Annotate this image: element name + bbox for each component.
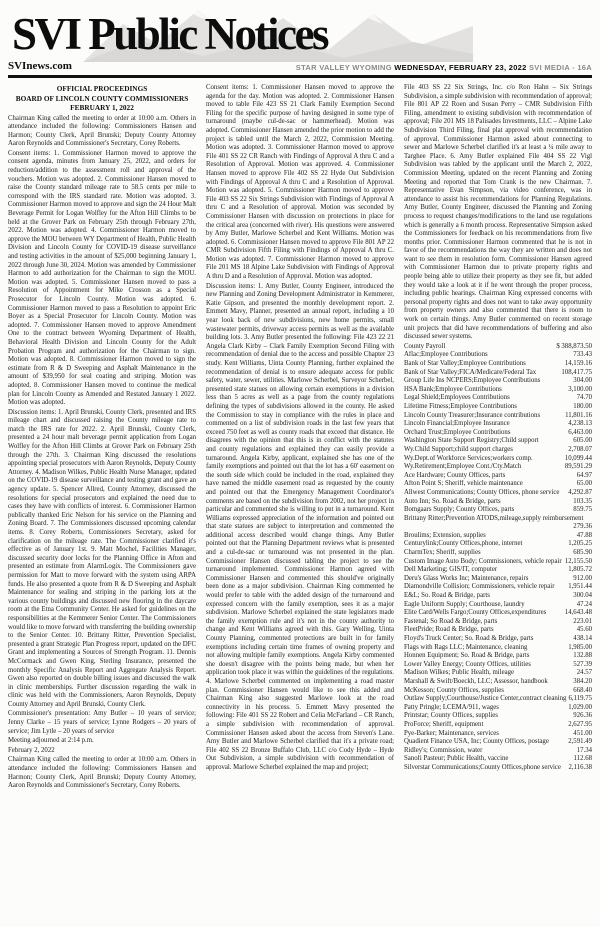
ledger-row (404, 540, 592, 549)
ledger-payee: Aflac;Employee Contributions (404, 351, 488, 359)
ledger-payee: ProForce; Sheriff, equipment (404, 720, 484, 728)
ledger-amount: 4,238.13 (568, 420, 592, 428)
ledger-row (404, 644, 592, 653)
ledger-amount: 300.04 (573, 592, 592, 600)
ledger-amount: 12,155.50 (564, 557, 592, 565)
ledger-payee: E&L; So. Road & Bridge, parts (404, 592, 490, 600)
ledger-payee: McKesson; County Offices, supplies (404, 686, 504, 694)
ledger-payee: Marshall & Swift/Boeckh, LLC; Assessor, handbook (404, 677, 548, 685)
ledger-row (404, 626, 592, 635)
ledger-row (404, 351, 592, 360)
ledger-amount: 605.00 (573, 437, 592, 445)
ledger-amount: 2,627.95 (568, 720, 592, 728)
columns (8, 84, 592, 792)
masthead (8, 0, 592, 62)
paragraph: Consent items: 1. Commissioner Hansen moved to approve the agenda for the day. Motion was adopted. 2. Commissioner Hansen moved to table File 423 SS 21 Clark Family Exemption Second Filing for the specific purpose of having designed in some type of turnaround (maybe cul-de-sac or hammerhead). Motion was adopted. Commissioner Hansen amended the prior motion to add the project is tabled until the March 2, 2022, Commission Meeting. Motion was adopted. 3. Commissioner Harmon moved to approve File 401 SS 22 CR Ranch with Findings of Approval A thru C and a Resolution of Approval. Motion was approved. 4. Commissioner Hansen moved to approve File 402 SS 22 Hyde Out Subdivision with Findings of Approval A thru C and a Resolution of Approval. Motion was adopted. 5. Commissioner Harmon moved to approve File 403 SS 22 Six Strings Subdivision with Findings of Approval A thru C and a Resolution of approval. Motion was seconded by Commissioner Hansen with discussion on protections in place for the critical area (concerned with river). His questions were answered by Amy Butler, Marlowe Scherbel and Kent Williams. Motion was adopted. 6. Commissioner Hansen moved to approve File 801 AP 22 CMR Subdivision Fifth Filing with Findings of Approval A thru C. Motion was adopted. 7. Commissioner Harmon moved to approve File 201 MS 18 Alpine Lake Subdivision with Findings of Approval A thru D and a Resolution of Approval. Motion was adopted. (206, 84, 394, 281)
ledger-payee: Washington State Support Registry;Child support (404, 437, 539, 445)
ledger-amount: 64.97 (576, 471, 592, 479)
ledger-payee: Floyd's Truck Center; So. Road & Bridge, parts (404, 635, 534, 642)
ledger-payee: Deru's Glass Works Inc; Maintenance, repairs (404, 574, 529, 582)
ledger-amount: 65.00 (576, 480, 592, 488)
ledger-row (404, 446, 592, 455)
ledger-row (404, 506, 592, 515)
ledger-row (404, 558, 592, 567)
ledger-payee: Lincoln County Treasurer;Insurance contributions (404, 411, 541, 419)
ledger-row (404, 463, 592, 472)
ledger-row (404, 730, 592, 739)
ledger-row (404, 618, 592, 627)
ledger-amount: 45.60 (576, 626, 592, 634)
ledger-amount: 733.43 (573, 351, 592, 359)
ledger-amount: 2,591.49 (568, 738, 592, 746)
ledger-amount: 89,591.29 (564, 463, 592, 471)
ledger-row (404, 678, 592, 687)
ledger-payee: Fastenal; So Road & Bridge, parts (404, 617, 498, 625)
ledger-payee: Eagle Uniform Supply; Courthouse, laundry (404, 600, 525, 608)
dateline (296, 63, 592, 72)
column-3-body (404, 84, 592, 342)
payroll-ledger (404, 343, 592, 773)
notice-heading-1: OFFICIAL PROCEEDINGS (56, 84, 148, 93)
paragraph: Consent items: 1. Commissioner Harmon moved to approve the consent agenda, minutes from January 25, 2022, and orders for reduction/addition to the assessment roll and approval of the vouchers. Motion was adopted. 2. Commissioner Hansen moved to raise the County standard mileage rate to 58.5 cents per mile to correspond with the IRS standard rate. Motion was adopted. 3. Commissioner Harmon moved to approve and sign the 24 Hour Malt Beverage Permit for Logan Wolfley for the Afton Hill Climbs to be held at the Grover Park on February 25th through February 27th, 2022. Motion was adopted. 4. Commissioner Harmon moved to approve the MOU between WY Department of Health, Public Health Division and Lincoln County for COVID-19 disease surveillance and testing activities in the amount of $25,000 beginning January 1, 2022 through June 30, 2024. Motion was amended by Commissioner Harmon to add authorization for the Chairman to sign the MOU. Motion was adopted. 5. Commissioner Hansen moved to pass a Resolution of Appointment for Mike Crosson as a Special Prosecutor for Lincoln County. Motion was adopted. 6. Commissioner Harmon moved to pass a Resolution to appoint Eric Boyer as a Special Prosecutor for Lincoln County. Motion was adopted. 7. Commissioner Hansen moved to approve Amendment One to the contract between Wyoming Department of Health, Behavioral Health Division and Lincoln County for the Adult Probation Program and authorization for the Chairman to sign. Motion was adopted. 8. Commissioner Harmon moved to sign the estimate from R & D Sweeping and Asphalt Maintenance in the amount of $39,950 for seal coating and striping. Motion was adopted. 8. Commissioner Hansen moved to continue the medical plan for Lincoln County as Amended and Restated January 1 2022. Motion was adopted. (8, 149, 196, 407)
ledger-payee: Wy.Dept.of Workforce Services;workers comp. (404, 454, 533, 462)
ledger-row (404, 755, 592, 764)
ledger-payee: Lower Valley Energy; County Offices, utilities (404, 660, 531, 668)
ledger-row (404, 455, 592, 464)
info-bar (8, 62, 592, 78)
ledger-payee: Silverstar Communications;County Offices,phone service (404, 763, 561, 771)
paragraph: Commissioner's presentation: Amy Butler – 10 years of service; Jenny Clarke – 15 years of service; Lynne Rodgers – 20 years of service; Jim Lytle – 20 years of service (8, 710, 196, 735)
ledger-amount: 17.34 (576, 746, 592, 754)
ledger-row (404, 412, 592, 421)
ledger-amount: 74.70 (576, 394, 592, 402)
ledger-row (404, 764, 592, 773)
ledger-amount: $ 388,873.50 (556, 342, 592, 350)
ledger-payee: Auto Inn; So. Road & Bridge, parts (404, 497, 501, 505)
ledger-payee: CharmTex; Sheriff, supplies (404, 549, 481, 557)
ledger-payee: Group Life Ins NCPERS;Employee Contributions (404, 377, 541, 385)
ledger-amount: 438.14 (573, 635, 592, 642)
ledger-payee: Legal Shield;Employees Contributions (404, 394, 510, 402)
ledger-row (404, 532, 592, 541)
ledger-amount: 1,029.00 (568, 703, 592, 711)
ledger-row (404, 669, 592, 678)
notice-heading-3: FEBRUARY 1, 2022 (70, 103, 134, 112)
ledger-row (404, 549, 592, 558)
ledger-row (404, 429, 592, 438)
ledger-row (404, 635, 592, 644)
ledger-amount: 6,463.00 (568, 428, 592, 436)
ledger-amount: 24.57 (576, 669, 592, 677)
ledger-amount: 3,100.00 (568, 385, 592, 393)
ledger-payee: County Payroll (404, 342, 446, 350)
ledger-row (404, 695, 592, 704)
ledger-payee: Afton Point S; Sheriff, vehicle maintenance (404, 480, 523, 488)
ledger-amount: 685.90 (573, 549, 592, 557)
ledger-payee: HSA Bank;Employee Contributions (404, 385, 502, 393)
ledger-payee: Outlaw Supply;Courthouse/Justice Center,contract cleaning (404, 695, 567, 703)
ledger-payee: Ace Hardware; County Offices, parts (404, 471, 506, 479)
ledger-row (404, 403, 592, 412)
ledger-amount: 1,951.44 (568, 583, 592, 591)
ledger-payee: Centurylink;County Offices,phone, internet (404, 540, 523, 548)
ledger-payee: Pye-Barker; Maintenance, services (404, 729, 499, 737)
ledger-row (404, 566, 592, 575)
ledger-amount: 384.20 (573, 677, 592, 685)
ledger-amount: 926.36 (573, 712, 592, 720)
ledger-amount: 11,801.16 (565, 411, 592, 419)
ledger-amount: 112.68 (573, 755, 592, 763)
ledger-row (404, 437, 592, 446)
ledger-payee: Quadient Finance USA, Inc; County Offices, postage (404, 738, 549, 746)
ledger-row (404, 489, 592, 498)
ledger-row (404, 583, 592, 592)
ledger-row (404, 592, 592, 601)
dateline-location: STAR VALLEY WYOMING (295, 63, 395, 72)
ledger-row (404, 472, 592, 481)
ledger-amount: 527.39 (573, 660, 592, 668)
ledger-payee: Honnen Equipment; So. Road & Bridge, parts (404, 652, 530, 660)
ledger-payee: Bank of Star Valley;Employee Contributions (404, 360, 526, 367)
ledger-amount: 223.01 (573, 617, 592, 625)
column-2 (206, 84, 394, 792)
ledger-payee: FleetPride; Road & Bridge, parts (404, 626, 494, 634)
ledger-payee: Allwest Communications; County Offices, phone service (404, 488, 560, 496)
ledger-row (404, 498, 592, 507)
ledger-row (404, 394, 592, 403)
page-title: SVI Public Notices (12, 9, 327, 59)
column-1-body (8, 115, 196, 791)
notice-heading-2: BOARD OF LINCOLN COUNTY COMMISSIONERS (15, 93, 189, 103)
ledger-payee: Brittany Ritter;Prevention ATODS,mileage,supply reimbursement (404, 514, 584, 522)
ledger-row (404, 343, 592, 352)
ledger-amount: 1,805.72 (568, 566, 592, 574)
ledger-payee: Custom Image Auto Body; Commissioners, vehicle repair (404, 557, 562, 565)
ledger-amount: 180.00 (573, 402, 592, 410)
ledger-payee: Orchard Trust;Employee Contributions (404, 428, 511, 436)
ledger-amount: 1,205.25 (568, 540, 592, 548)
ledger-amount: 132.88 (573, 652, 592, 660)
ledger-payee: Elite Card/Wells Fargo;County Offices,expenditures (404, 609, 547, 617)
ledger-row (404, 386, 592, 395)
ledger-payee: Flags with Rags LLC; Maintenance, cleaning (404, 643, 528, 651)
dateline-media: SVI MEDIA - 16A (526, 63, 592, 72)
ledger-amount: 2,708.07 (568, 445, 592, 453)
ledger-amount: 47.24 (576, 600, 592, 608)
ledger-payee: Ridley's; Commission, water (404, 746, 483, 754)
dateline-date: WEDNESDAY, FEBRUARY 23, 2022 (394, 63, 527, 72)
ledger-payee: Sanofi Pasteur; Public Health, vaccine (404, 755, 509, 763)
ledger-row (404, 652, 592, 661)
paragraph: Discussion items: 1. April Brunski, County Clerk, presented and IRS mileage chart and discussed raising the County mileage rate to match the IRS rate for 2022. 2. April Brunski, County Clerk, presented a 24 hour malt beverage permit application from Logan Wolfley for the Afton Hill Climbs at Grover Park on February 25th through the 27th. 3. Chairman King discussed the resolutions appointing special prosecutors with Aaron Reynolds, Deputy County Attorney. 4. Madison Wilkes, Public Health Nurse Manager, updated on the COVID-19 disease surveillance and testing grant and gave an agency update. 5. Spencer Allred, County Attorney, discussed the resolutions for special prosecutors and explained the need due to cases they have with conflicts of interest. 6. Commissioner Harmon publically thanked Eric Nelson for his service on the Planning and Zoning Board. 7. The Commissioners discussed upcoming calendar items. 8. Corey Roberts, Commissioners Secretary, asked for clarification on the mileage rate. The Commissioner clarified it's effective as of January 1st. 9. Matt Mochel, Facilities Manager, discussed security door locks for the Planning Office in Afton and presented an estimate from AlarmLogix. The Commissioners gave permission for Matt to move forward with the system using ARPA funds. He also presented a quote from R & D Sweeping and Asphalt Maintenance for sealing and striping in the parking lots at the various county buildings and discussed new flooring in the daycare room at the Etna Community Center. He asked for guidelines on the responsibilities at the Kemmerer Senior Center. The Commissioners would like to move forward with transferring the building ownership to the Senior Center. 10. Brittany Ritter, Prevention Specialist, presented a grant Strategic Plan Progress report, updated on the DFC Grant and implementing a Sources of Strength Program. 11. Dennis McCormack and Gwen King, Sterling Insurance, presented the monthly Specific Analysis Report and Aggregate Analysis Report. Gwen also reported on double billing issues and discussed the walk in clinic memberships. Further discussion regarding the walk in clinic was held with the Commissioners, Aaron Reynolds, Deputy County Attorney and April Brunski, County Clerk. (8, 408, 196, 708)
ledger-payee: Broulims; Extension, supplies (404, 531, 486, 539)
ledger-row (404, 661, 592, 670)
ledger-amount: 103.35 (573, 497, 592, 505)
ledger-amount: 108,417.75 (561, 368, 592, 376)
ledger-row (404, 515, 592, 532)
ledger-row (404, 601, 592, 610)
ledger-row (404, 704, 592, 713)
ledger-amount: 10,099.44 (564, 454, 592, 462)
paragraph: Chairman King called the meeting to order at 10:00 a.m. Others in attendance included the following: Commissioners Hansen and Harmon; County Clerk, April Brunski; Deputy County Attorney, Aaron Reynolds and Commissioner's Secretary, Corey Roberts. (8, 756, 196, 790)
paragraph: Meeting adjourned at 2:14 p.m. (8, 737, 94, 745)
ledger-payee: Diamondville Collision; Commissioners, vehicle repair (404, 583, 555, 591)
ledger-row (404, 721, 592, 730)
ledger-row (404, 609, 592, 618)
paragraph: Chairman King called the meeting to order at 10:00 a.m. Others in attendance included the following: Commissioners Hansen and Harmon; County Clerk, April Brunski; Deputy County Attorney Aaron Reynolds and Commissioner's Secretary, Corey Roberts. (8, 114, 196, 148)
site-url: SVInews.com (8, 60, 72, 72)
ledger-amount: 304.00 (573, 377, 592, 385)
ledger-payee: Bomgaars Supply; County Offices, parts (404, 506, 515, 514)
ledger-amount: 47.88 (576, 531, 592, 539)
column-2-body (206, 84, 394, 773)
paragraph: File 403 SS 22 Six Strings, Inc. c/o Ron Hahn – Six Strings Subdivision, a simple subdivision with recommendation of approval; File 801 AP 22 Roen and Susan Perry – CMR Subdivision Fifth Filing, amendment to existing subdivision with recommendation of approval; File 201 MS 18 Palisades Investments, LLC – Alpine Lake Subdivision Third Filing, final plat approval with recommendation of approval. Commissioner Harmon asked about connecting to sewer and Marlowe Scherbel clarified it's at least a ¼ mile away to Targhee Place. 6. Amy Butler explained File 404 SS 22 Vigl Subdivision was tabled by the applicant until the March 2, 2022, Commission Meeting, updated on the recent Planning and Zoning Meeting and reported that Tom Crank is the new Chairman. 7. Representative Evan Simpson, via video conference, was in attendance to assist his recommendations for Planning Regulations. Amy Butler, County Engineer, discussed the Planning and Zoning process to request changes/modifications to the land use regulations which is generally a 6 month process. Representative Simpson asked the Commissioners for feedback on his recommendations from five months prior. Commissioner Harmon commented that he is not in favor of the recommendations the way they are written and does not want to see them in resolution form. Commissioner Hansen agreed with Commissioner Harmon due to private property rights and people being able to utilize their property as they see fit, but added they would take a look at it if he went through the proper process, including public hearings. Chairman King expressed concerns with personal property rights and does not want to take away opportunity from property owners and also commented that there is room to work on certain things. Amy Butler commented on recent storage unit projects that did have recommendations of buffering and also discussed sewer systems. (404, 84, 592, 341)
ledger-payee: Printstar; County Offices, supplies (404, 712, 498, 720)
paragraph: Discussion items: 1. Amy Butler, County Engineer, introduced the new Planning and Zoning Development Administrator in Kemmerer, Katie Gipson, and presented the monthly development report. 2. Emmett Mavy, Planner, presented an annual report, including a 10 year look back of new subdivisions, new home permits, small wastewater permits, driveway access permits as well as the available building lots. 3. Amy Butler presented the following: File 423 22 21 Angela Clark Kirby – Clark Family Exemption Second Filing with recommendation of denial due to the access and possible Chapter 23 study. Kent Williams, Uinta County Planning, further explained the recommendation of denial is to ensure adequate access for public safety, water, sewer, utilities. Marlowe Scherbel, Surveyor Scherbel, presented state statues on allowing certain exemptions in a division less than 5 acres as well as a page from the county regulations defining the types of subdivisions allowed in the county. He asked the Commission to stay in compliance with the rules in place and commented on a list of subdivision roads in the last few years that exceed 750 feet as well as county roads that exceed that distance. He disagrees with the opinion that this is in conflict with the statutes and county regulations and explained they can easily provide a turnaround. Angela Kirby, applicant, explained she has one of the family exemptions and pointed out that the lot has a 60' easement on the south side which could be included in the road, explained they have named the middle easement road as requested by the county and pointed out that the Emergency Management Coordinator's comments are based on the subdivision from 2002, not her project in particular and commented she is willing to put in a turnaround. Kent Williams expressed appreciation of the information and pointed out that state statues are subject to interpretation and commented the additional access described would change things. Amy Butler pointed out that the Planning Department reviews what is presented and a cul-de-sac or turnaround was not presented in the plan. Commissioner Hansen discussed tabling the project to see the turnaround implemented. Commissioner Harmon agreed with Commissioner Hansen and commented this should've originally been done as a major subdivision. Chairman King commented he would prefer to table with the added design of the turnaround and expressed concern with the family exemption, sees it as a major subdivision. Marlowe Scherbel explained the state legislators made the family exemption rule and it's not in the county authority to change and Kent Williams agreed with this. Gary Welling, Uinta County Planning, commented protections are built in for family exemptions including certain time frames of owning property and not allowing multiple family exemptions. Angela Kirby commented she doesn't disagree with the points being made, but when her application took place it was within the guidelines of the regulations. 4. Marlowe Scherbel commented on implementing a road master plan. Commissioner Hansen would like to see this added and Chairman King also suggested Marlowe look at the road connectivity in his process. 5. Emmett Mavy presented the following: File 401 SS 22 Robert and Celia McFarland – CR Ranch, a simple subdivision with recommendation of approval. Commissioner Hansen asked about the access from Steven's Lane. Amy Butler and Marlowe Scherbel clarified that it's a private road; File 402 SS 22 Bronze Buffalo Club, LLC c/o Cody Hyde – Hyde Out Subdivision, a simple subdivision with recommendation of approval. Marlowe Scherbel explained the map and project; (206, 282, 394, 771)
ledger-payee: Dell Marketing; GIS/IT, computer (404, 566, 498, 574)
column-1 (8, 84, 196, 792)
ledger-row (404, 369, 592, 378)
ledger-payee: Lincoln Financial;Employee Insurance (404, 420, 510, 428)
ledger-payee: Madison Wilkes; Public Health, mileage (404, 669, 515, 677)
ledger-row (404, 712, 592, 721)
ledger-row (404, 360, 592, 369)
ledger-amount: 1,985.00 (568, 643, 592, 651)
ledger-row (404, 687, 592, 696)
ledger-amount: 14,159.16 (564, 360, 592, 367)
ledger-amount: 668.40 (573, 686, 592, 694)
ledger-amount: 14,643.48 (564, 609, 592, 617)
ledger-row (404, 575, 592, 584)
ledger-amount: 279.36 (573, 523, 592, 531)
column-3 (404, 84, 592, 792)
ledger-amount: 4,292.87 (568, 488, 592, 496)
ledger-amount: 912.00 (573, 574, 592, 582)
ledger-payee: Patty Pringle; LCEMA/911, wages (404, 703, 499, 711)
ledger-row (404, 420, 592, 429)
ledger-row (404, 377, 592, 386)
paragraph: February 2, 2022 (8, 746, 55, 754)
ledger-amount: 451.00 (573, 729, 592, 737)
ledger-amount: 6,119.75 (568, 695, 592, 703)
ledger-row (404, 747, 592, 756)
ledger-payee: Lifetime Fitness;Employee Contributions (404, 402, 517, 410)
ledger-amount: 859.75 (573, 506, 592, 514)
ledger-payee: Bank of Star Valley;FICA/Medicare/Federal Tax (404, 368, 537, 376)
ledger-amount: 2,116.38 (568, 763, 592, 771)
ledger-payee: Wy.Child Support;child support charges (404, 445, 513, 453)
ledger-row (404, 738, 592, 747)
ledger-payee: Wy.Retirement;Employee Cont./Cty.Match (404, 463, 522, 471)
ledger-row (404, 480, 592, 489)
